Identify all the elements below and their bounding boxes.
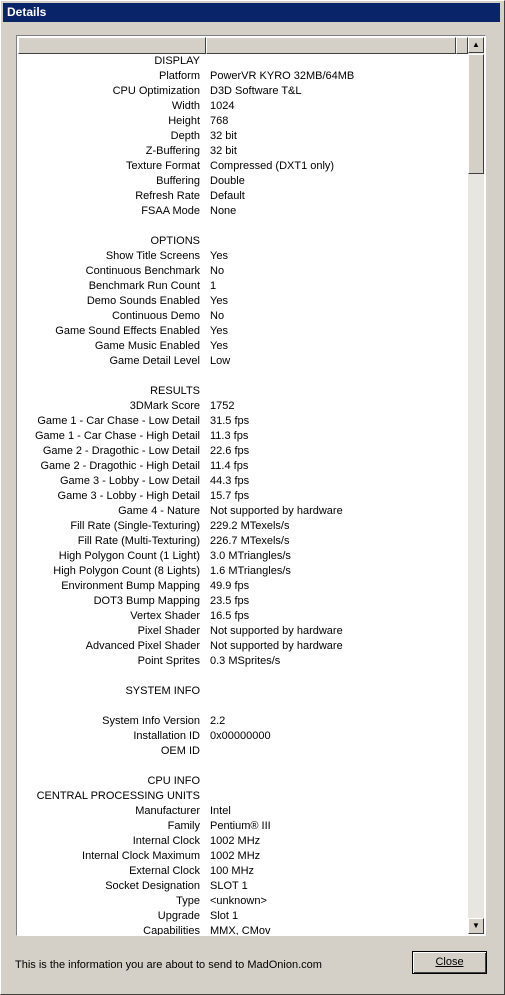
arrow-down-icon: ▼ [472,921,480,930]
item-label: Upgrade [157,910,200,922]
item-label: Internal Clock [132,835,200,847]
list-item[interactable] [18,879,468,894]
item-label: Family [167,820,200,832]
column-header-property[interactable] [18,37,206,54]
scroll-up-button[interactable] [468,37,484,53]
list-item[interactable] [18,519,468,534]
item-label: Game Sound Effects Enabled [55,325,200,337]
item-value: 23.5 fps [210,595,250,607]
item-label: External Clock [129,865,200,877]
scroll-thumb[interactable] [468,54,484,174]
item-label: Type [176,895,200,907]
list-item[interactable] [18,69,468,84]
list-item[interactable] [18,894,468,909]
list-item[interactable] [18,624,468,639]
list-item[interactable] [18,819,468,834]
item-value: No [210,265,225,277]
window-title: Details [7,5,47,19]
item-label: Manufacturer [135,805,200,817]
item-value: <unknown> [210,895,267,907]
column-header-value[interactable] [206,37,456,54]
scroll-down-button[interactable] [468,918,484,934]
item-value: 1002 MHz [210,835,261,847]
item-label: Internal Clock Maximum [82,850,200,862]
item-label: DOT3 Bump Mapping [93,595,200,607]
item-label: Platform [159,70,200,82]
item-label: Game 2 - Dragothic - High Detail [40,460,200,472]
list-item[interactable] [18,804,468,819]
item-value: PowerVR KYRO 32MB/64MB [210,70,355,82]
list-item[interactable] [18,384,468,399]
item-value: Compressed (DXT1 only) [210,160,335,172]
list-item[interactable] [18,354,468,369]
item-value: Pentium® III [210,820,271,832]
item-label: Pixel Shader [137,625,200,637]
list-item[interactable] [18,339,468,354]
item-label: OPTIONS [150,235,200,247]
item-label: Game 3 - Lobby - Low Detail [59,475,200,487]
list-item[interactable] [18,699,468,714]
list-item[interactable] [18,369,468,384]
list-item[interactable] [18,684,468,699]
column-header-filler [456,37,468,54]
list-item[interactable] [18,129,468,144]
item-label: Game 1 - Car Chase - Low Detail [37,415,200,427]
item-label: OEM ID [160,745,200,757]
list-item[interactable] [18,204,468,219]
item-value: 2.2 [210,715,226,727]
details-list[interactable] [16,35,486,936]
item-label: RESULTS [150,385,200,397]
item-value: D3D Software T&L [210,85,302,97]
item-value: 1752 [210,400,235,412]
list-item[interactable] [18,99,468,114]
item-label: Environment Bump Mapping [61,580,200,592]
item-value: Low [210,355,231,367]
item-value: 0.3 MSprites/s [210,655,281,667]
item-value: Slot 1 [210,910,239,922]
item-value: 49.9 fps [210,580,250,592]
item-label: Capabilities [143,925,200,936]
item-value: MMX, CMov [210,925,271,936]
close-button[interactable] [412,951,487,974]
item-value: Yes [210,340,228,352]
item-value: 11.4 fps [210,460,249,472]
item-label: System Info Version [102,715,200,727]
list-item[interactable] [18,459,468,474]
item-value: 32 bit [210,130,237,142]
list-item[interactable] [18,84,468,99]
arrow-up-icon: ▲ [472,40,480,49]
list-item[interactable] [18,579,468,594]
list-item[interactable] [18,609,468,624]
item-value: 1002 MHz [210,850,261,862]
item-label: Z-Buffering [145,145,200,157]
item-label: Game 1 - Car Chase - High Detail [34,430,200,442]
item-value: Not supported by hardware [210,625,343,637]
item-label: Installation ID [133,730,200,742]
item-value: 1024 [210,100,235,112]
list-item[interactable] [18,504,468,519]
list-item[interactable] [18,534,468,549]
list-item[interactable] [18,489,468,504]
item-value: 1 [210,280,217,292]
list-item[interactable] [18,474,468,489]
list-item[interactable] [18,174,468,189]
item-value: 768 [210,115,229,127]
list-item[interactable] [18,669,468,684]
list-item[interactable] [18,279,468,294]
list-item[interactable] [18,399,468,414]
item-value: 0x00000000 [210,730,271,742]
item-value: Not supported by hardware [210,640,343,652]
list-item[interactable] [18,549,468,564]
list-item[interactable] [18,294,468,309]
list-item[interactable] [18,924,468,936]
item-value: Intel [210,805,231,817]
list-item[interactable] [18,594,468,609]
item-label: Vertex Shader [130,610,200,622]
item-value: 226.7 MTexels/s [210,535,290,547]
list-item[interactable] [18,189,468,204]
list-item[interactable] [18,219,468,234]
item-label: Buffering [156,175,200,187]
item-value: 16.5 fps [210,610,250,622]
item-value: Yes [210,325,228,337]
list-item[interactable] [18,444,468,459]
item-value: 15.7 fps [210,490,250,502]
list-item[interactable] [18,234,468,249]
item-value: Yes [210,250,228,262]
item-label: Texture Format [126,160,200,172]
item-value: None [210,205,237,217]
item-value: 44.3 fps [210,475,250,487]
item-value: 100 MHz [210,865,255,877]
item-label: CPU Optimization [112,85,200,97]
title-bar [3,3,500,22]
item-label: Fill Rate (Multi-Texturing) [77,535,200,547]
item-value: Not supported by hardware [210,505,343,517]
item-value: SLOT 1 [210,880,248,892]
item-label: Width [171,100,200,112]
list-item[interactable] [18,729,468,744]
list-header [18,37,468,54]
item-label: Demo Sounds Enabled [86,295,200,307]
item-label: Refresh Rate [135,190,200,202]
item-label: Advanced Pixel Shader [85,640,200,652]
item-value: 22.6 fps [210,445,250,457]
item-label: Benchmark Run Count [88,280,200,292]
item-label: Socket Designation [105,880,200,892]
list-item[interactable] [18,414,468,429]
item-label: 3DMark Score [129,400,200,412]
list-item[interactable] [18,114,468,129]
item-value: No [210,310,225,322]
list-item[interactable] [18,774,468,789]
item-label: Game 2 - Dragothic - Low Detail [42,445,200,457]
list-item[interactable] [18,654,468,669]
item-value: 11.3 fps [210,430,249,442]
list-rows [18,54,468,936]
item-label: FSAA Mode [141,205,200,217]
item-value: 32 bit [210,145,237,157]
item-label: High Polygon Count (8 Lights) [53,565,200,577]
list-item[interactable] [18,834,468,849]
list-item[interactable] [18,759,468,774]
list-item[interactable] [18,144,468,159]
list-item[interactable] [18,564,468,579]
item-label: DISPLAY [154,55,200,67]
list-item[interactable] [18,714,468,729]
list-item[interactable] [18,159,468,174]
list-item[interactable] [18,744,468,759]
list-item[interactable] [18,909,468,924]
item-label: Game Music Enabled [94,340,200,352]
item-value: 1.6 MTriangles/s [210,565,291,577]
item-value: 31.5 fps [210,415,250,427]
item-label: Depth [170,130,200,142]
vertical-scrollbar[interactable] [468,37,484,934]
close-button-label: Close [435,956,464,968]
list-item[interactable] [18,249,468,264]
list-item[interactable] [18,54,468,69]
list-item[interactable] [18,639,468,654]
item-label: Continuous Demo [111,310,200,322]
item-label: Continuous Benchmark [85,265,200,277]
list-item[interactable] [18,429,468,444]
item-label: Show Title Screens [105,250,200,262]
item-value: Default [210,190,245,202]
list-item[interactable] [18,309,468,324]
item-label: Game 3 - Lobby - High Detail [57,490,200,502]
item-label: High Polygon Count (1 Light) [58,550,200,562]
item-label: Game 4 - Nature [118,505,200,517]
status-text: This is the information you are about to send to MadOnion.com [15,959,322,971]
item-label: Height [168,115,200,127]
item-label: CPU INFO [147,775,200,787]
list-item[interactable] [18,789,468,804]
item-label: SYSTEM INFO [125,685,200,697]
list-item[interactable] [18,864,468,879]
list-item[interactable] [18,324,468,339]
item-value: Yes [210,295,228,307]
item-value: Double [210,175,245,187]
list-item[interactable] [18,849,468,864]
item-value: 3.0 MTriangles/s [210,550,291,562]
item-label: Game Detail Level [109,355,200,367]
item-label: CENTRAL PROCESSING UNITS [36,790,200,802]
item-label: Fill Rate (Single-Texturing) [70,520,200,532]
item-label: Point Sprites [137,655,200,667]
list-item[interactable] [18,264,468,279]
item-value: 229.2 MTexels/s [210,520,290,532]
